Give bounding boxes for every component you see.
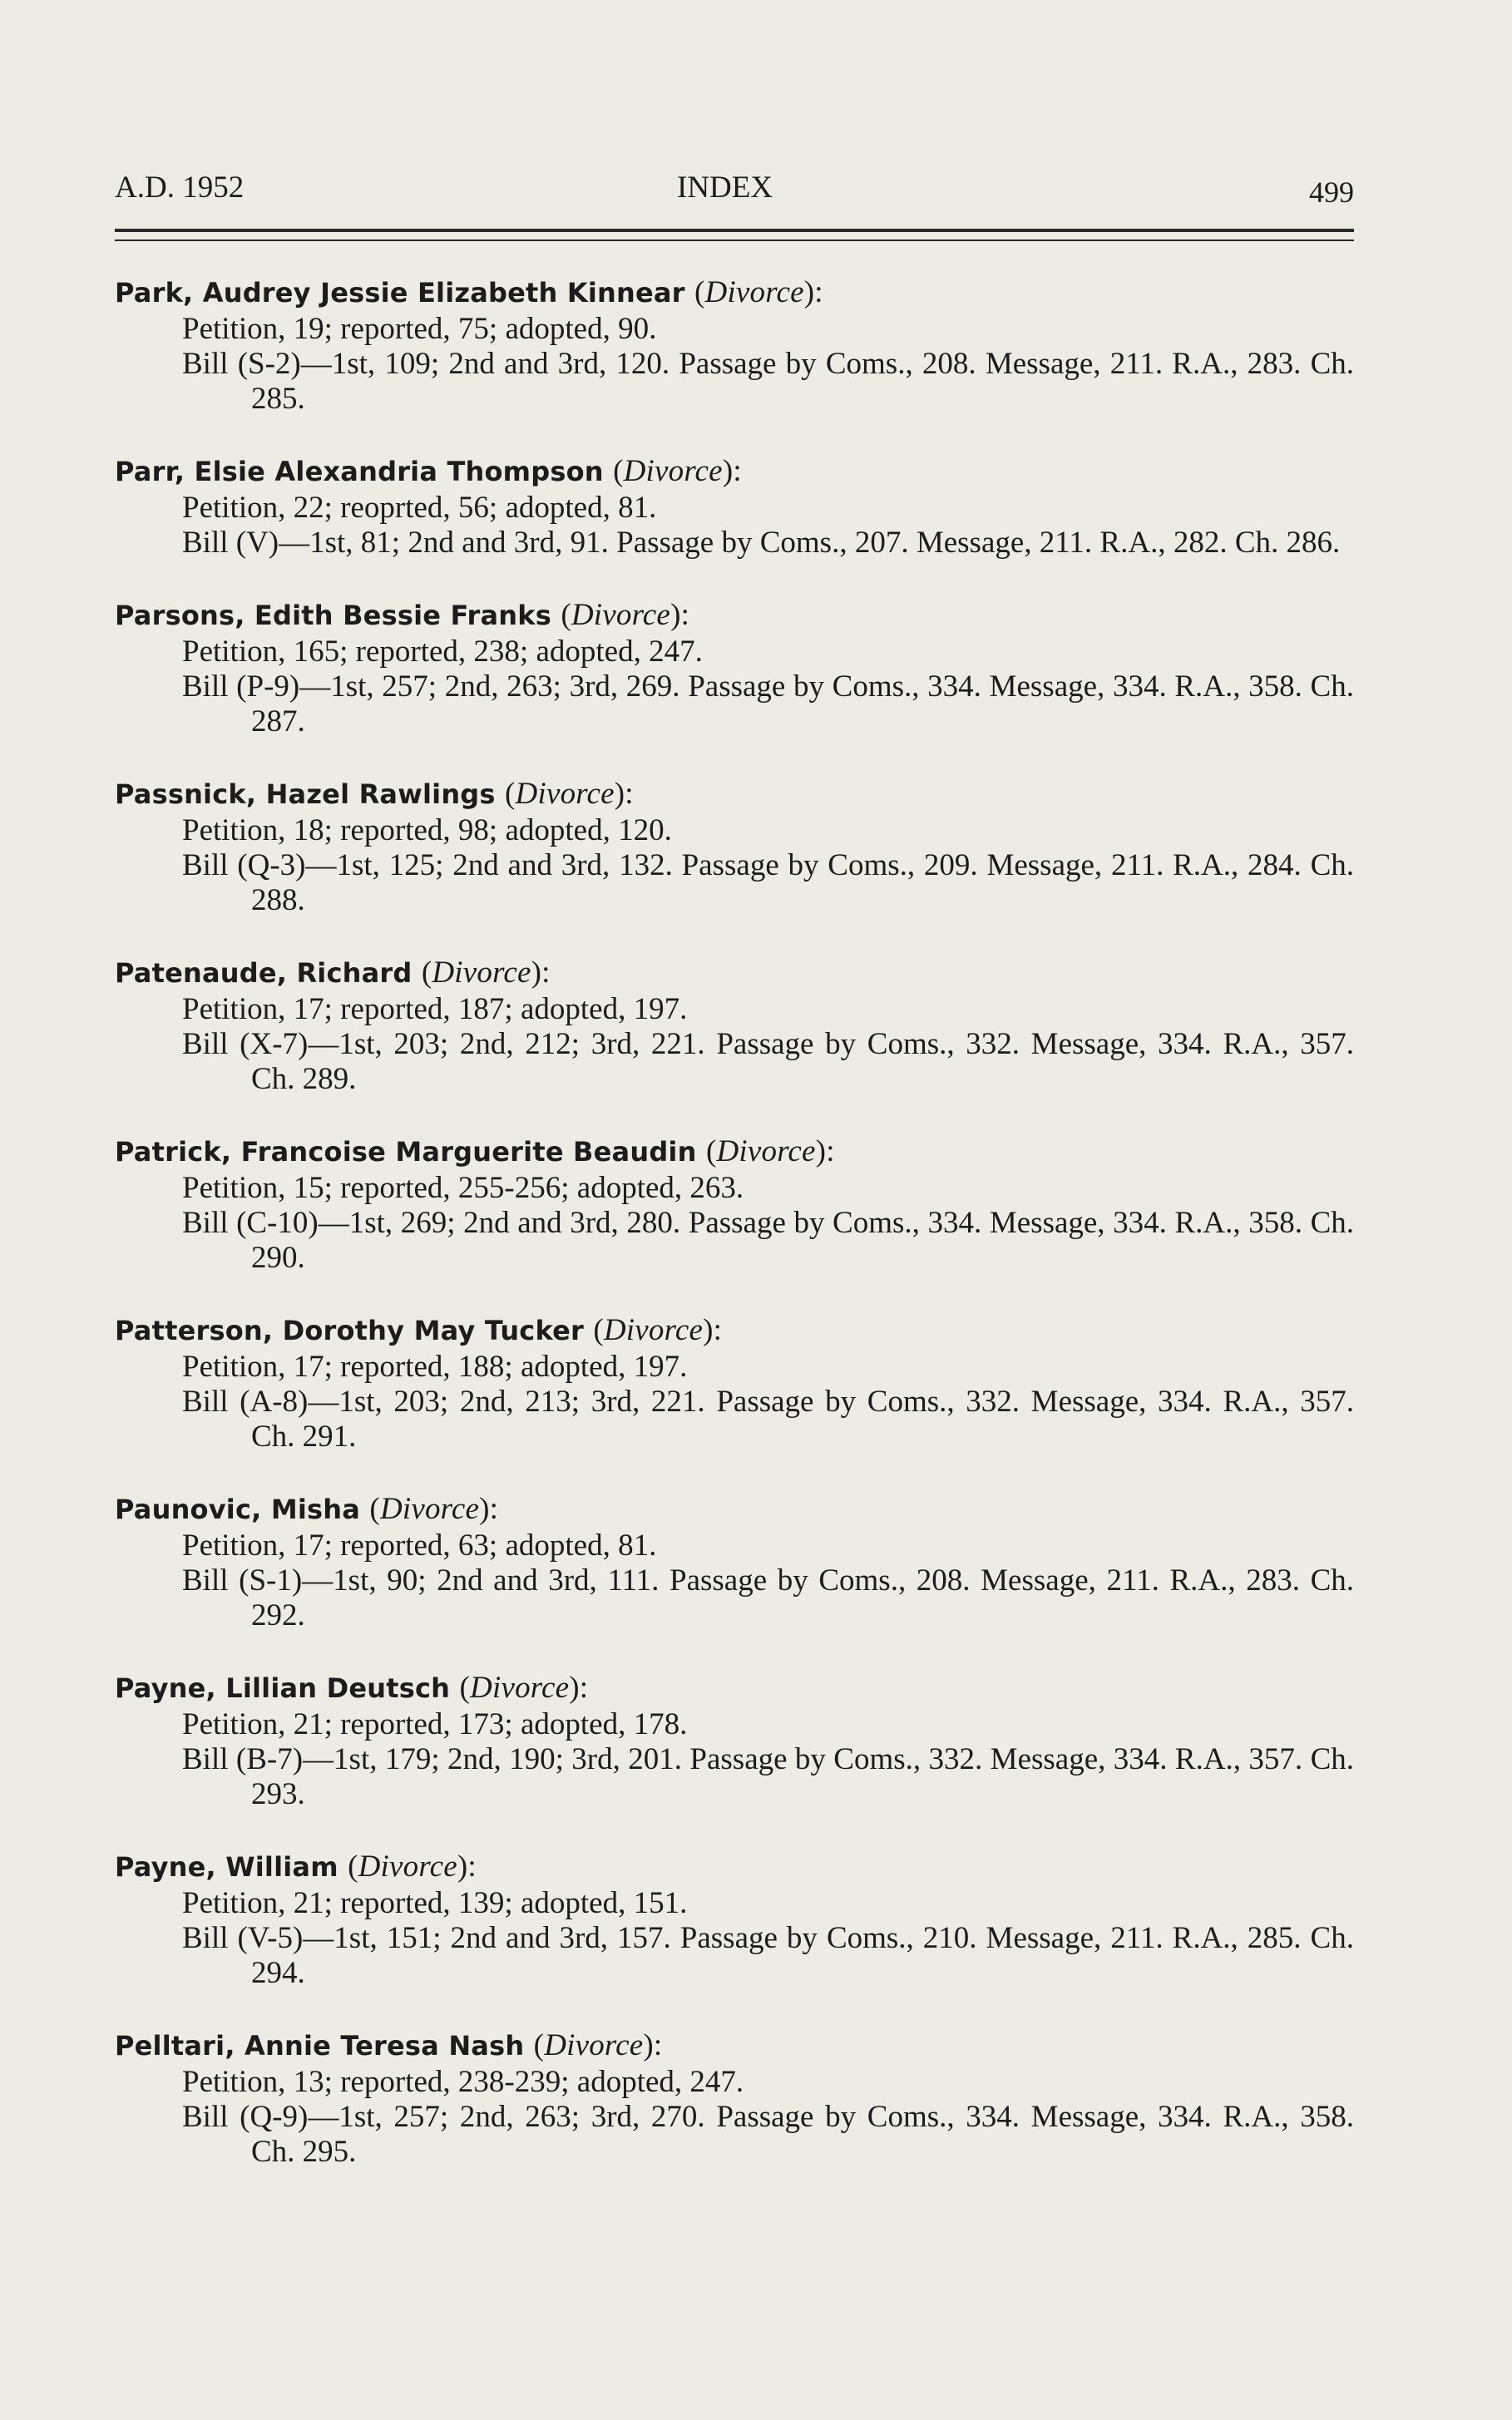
index-entry — [115, 1849, 1354, 1991]
entry-type-label: Divorce — [571, 598, 671, 632]
entry-type-label: Divorce — [544, 2028, 644, 2062]
entry-name: Paunovic, Misha — [115, 1494, 361, 1525]
entry-heading — [115, 1491, 1354, 1528]
index-entry — [115, 274, 1354, 417]
entry-name: Parsons, Edith Bessie Franks — [115, 600, 551, 631]
entry-type: (Divorce): — [593, 1313, 723, 1347]
header-title: INDEX — [677, 170, 773, 205]
entry-heading — [115, 776, 1354, 812]
entry-heading — [115, 453, 1354, 490]
entry-petition: Petition, 21; reported, 173; adopted, 178. — [182, 1707, 688, 1741]
index-entry — [115, 955, 1354, 1097]
entry-type: (Divorce): — [421, 956, 551, 990]
entry-type-label: Divorce — [716, 1134, 816, 1168]
entry-bill: Bill (Q-3)—1st, 125; 2nd and 3rd, 132. Passage by Coms., 209. Message, 211. R.A., 284. Ch. 288. — [182, 848, 1354, 917]
index-entries — [115, 274, 1354, 2206]
entry-type-label: Divorce — [515, 777, 615, 811]
entry-name: Patterson, Dorothy May Tucker — [115, 1315, 584, 1346]
entry-type: (Divorce): — [505, 777, 634, 811]
entry-type-label: Divorce — [358, 1850, 457, 1884]
entry-bill: Bill (P-9)—1st, 257; 2nd, 263; 3rd, 269. Passage by Coms., 334. Message, 334. R.A., 358. Ch. 287. — [182, 669, 1354, 738]
entry-type: (Divorce): — [705, 1134, 835, 1168]
index-entry — [115, 776, 1354, 918]
entry-petition: Petition, 13; reported, 238-239; adopted, 247. — [182, 2065, 744, 2099]
entry-heading — [115, 274, 1354, 311]
entry-petition: Petition, 19; reported, 75; adopted, 90. — [182, 312, 657, 346]
entry-type-label: Divorce — [603, 1313, 704, 1347]
entry-type: (Divorce): — [613, 454, 742, 488]
page-header — [115, 170, 1354, 211]
index-entry — [115, 1312, 1354, 1454]
index-entry — [115, 1670, 1354, 1812]
entry-petition: Petition, 165; reported, 238; adopted, 247. — [182, 635, 703, 669]
entry-petition: Petition, 21; reported, 139; adopted, 151. — [182, 1886, 688, 1920]
entry-bill: Bill (A-8)—1st, 203; 2nd, 213; 3rd, 221. Passage by Coms., 332. Message, 334. R.A., 357. Ch. 291. — [182, 1385, 1354, 1454]
entry-petition: Petition, 15; reported, 255-256; adopted, 263. — [182, 1171, 744, 1205]
entry-heading — [115, 1312, 1354, 1349]
entry-type: (Divorce): — [533, 2028, 663, 2062]
header-rule-thin — [115, 240, 1354, 241]
entry-name: Payne, William — [115, 1851, 338, 1883]
entry-name: Pelltari, Annie Teresa Nash — [115, 2030, 525, 2062]
entry-bill: Bill (X-7)—1st, 203; 2nd, 212; 3rd, 221. Passage by Coms., 332. Message, 334. R.A., 357. Ch. 289. — [182, 1027, 1354, 1096]
header-year: A.D. 1952 — [115, 170, 245, 205]
entry-heading — [115, 2027, 1354, 2064]
entry-name: Patrick, Francoise Marguerite Beaudin — [115, 1136, 697, 1168]
entry-type-label: Divorce — [623, 454, 723, 488]
entry-type: (Divorce): — [348, 1850, 477, 1884]
entry-name: Payne, Lillian Deutsch — [115, 1672, 451, 1704]
entry-bill: Bill (Q-9)—1st, 257; 2nd, 263; 3rd, 270. Passage by Coms., 334. Message, 334. R.A., 358. Ch. 295. — [182, 2100, 1354, 2169]
index-entry — [115, 2027, 1354, 2170]
entry-petition: Petition, 17; reported, 63; adopted, 81. — [182, 1529, 657, 1563]
entry-heading — [115, 955, 1354, 991]
index-entry — [115, 1491, 1354, 1633]
entry-type: (Divorce): — [694, 275, 823, 309]
entry-type-label: Divorce — [470, 1671, 570, 1705]
entry-bill: Bill (C-10)—1st, 269; 2nd and 3rd, 280. Passage by Coms., 334. Message, 334. R.A., 358. Ch. 290. — [182, 1206, 1354, 1275]
entry-bill: Bill (V-5)—1st, 151; 2nd and 3rd, 157. Passage by Coms., 210. Message, 211. R.A., 285. Ch. 294. — [182, 1921, 1354, 1990]
entry-petition: Petition, 17; reported, 187; adopted, 197. — [182, 992, 688, 1026]
entry-name: Patenaude, Richard — [115, 957, 413, 989]
entry-type: (Divorce): — [561, 598, 690, 632]
entry-petition: Petition, 18; reported, 98; adopted, 120. — [182, 813, 672, 847]
entry-heading — [115, 1849, 1354, 1885]
header-rule-thick — [115, 229, 1354, 232]
entry-name: Park, Audrey Jessie Elizabeth Kinnear — [115, 277, 685, 309]
index-entry — [115, 1133, 1354, 1276]
entry-heading — [115, 597, 1354, 634]
entry-bill: Bill (B-7)—1st, 179; 2nd, 190; 3rd, 201. Passage by Coms., 332. Message, 334. R.A., 357. Ch. 293. — [182, 1742, 1354, 1811]
entry-petition: Petition, 17; reported, 188; adopted, 197. — [182, 1350, 688, 1384]
index-entry — [115, 597, 1354, 739]
entry-petition: Petition, 22; reoprted, 56; adopted, 81. — [182, 491, 657, 525]
entry-name: Passnick, Hazel Rawlings — [115, 778, 496, 810]
entry-type-label: Divorce — [379, 1492, 480, 1526]
entry-type: (Divorce): — [369, 1492, 499, 1526]
entry-bill: Bill (S-2)—1st, 109; 2nd and 3rd, 120. Passage by Coms., 208. Message, 211. R.A., 283. Ch. 285. — [182, 347, 1354, 416]
entry-bill: Bill (S-1)—1st, 90; 2nd and 3rd, 111. Passage by Coms., 208. Message, 211. R.A., 283. Ch. 292. — [182, 1563, 1354, 1632]
entry-heading — [115, 1133, 1354, 1170]
entry-type-label: Divorce — [704, 275, 804, 309]
entry-type-label: Divorce — [432, 956, 531, 990]
entry-heading — [115, 1670, 1354, 1706]
page-number: 499 — [1309, 175, 1354, 209]
entry-name: Parr, Elsie Alexandria Thompson — [115, 456, 604, 487]
entry-type: (Divorce): — [459, 1671, 589, 1705]
index-entry — [115, 453, 1354, 561]
entry-bill: Bill (V)—1st, 81; 2nd and 3rd, 91. Passage by Coms., 207. Message, 211. R.A., 282. Ch. 286. — [182, 526, 1341, 560]
